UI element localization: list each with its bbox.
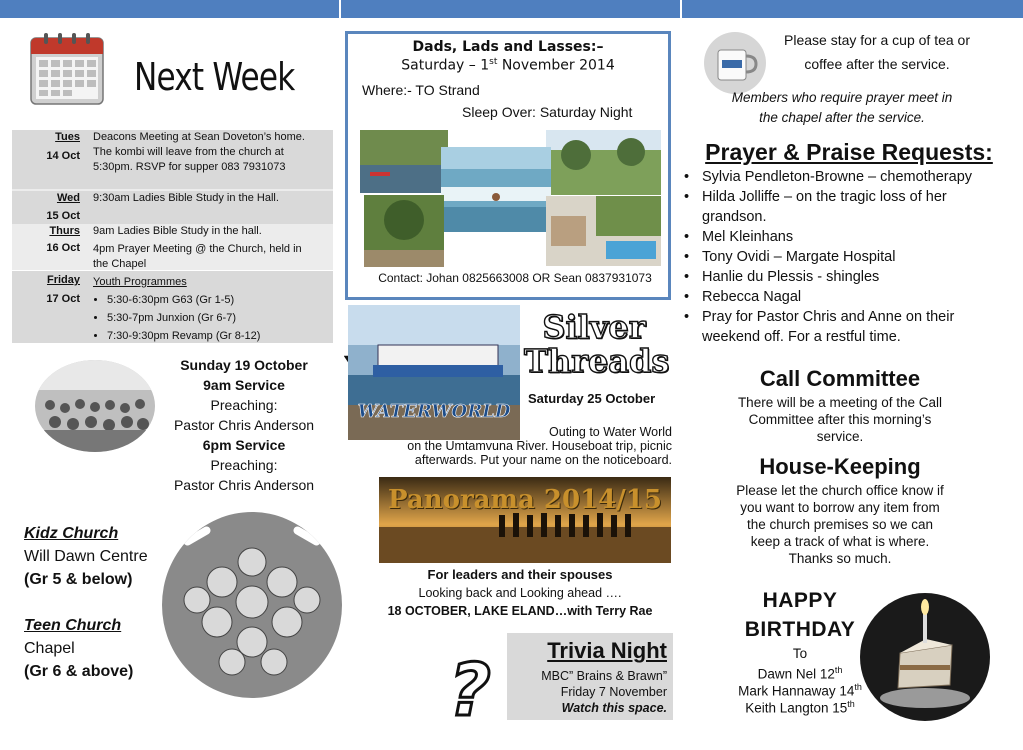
pool-photo: [546, 196, 661, 266]
next-week-title: Next Week: [134, 55, 295, 99]
surf-photo: [441, 147, 551, 232]
teen-church-grade: (Gr 6 & above): [24, 663, 134, 680]
happy-birthday-heading: HAPPY BIRTHDAY: [744, 589, 856, 641]
schedule-day: Thurs: [49, 225, 80, 237]
morning-service: 9am Service: [203, 377, 285, 393]
list-item: • Hilda Jolliffe – on the tragic loss of her grandson.: [684, 187, 1004, 227]
header-divider: [680, 0, 682, 18]
sunday-services: [158, 355, 330, 495]
evening-service: 6pm Service: [202, 437, 286, 453]
list-item: • Mel Kleinhans: [684, 227, 1004, 247]
kidz-church-block: [24, 522, 148, 683]
youth-programme-list: [93, 291, 333, 345]
list-item: • Tony Ovidi – Margate Hospital: [684, 247, 1004, 267]
dads-title: Dads, Lads and Lasses:–: [412, 39, 604, 55]
list-item: • 5:30-6:30pm G63 (Gr 1-5): [107, 291, 333, 309]
housekeeping-heading: House-Keeping: [759, 454, 921, 479]
birthday-to: To: [792, 646, 808, 661]
call-committee-text: There will be a meeting of the Call Committee after this morning’s service.: [737, 395, 943, 444]
preacher-name: Pastor Chris Anderson: [173, 477, 315, 493]
schedule-text: The kombi will leave from the church at: [93, 146, 284, 158]
waterworld-sign: WATERWORLD: [357, 401, 511, 422]
schedule-row-wed: [12, 191, 333, 224]
waterworld-photo: [348, 305, 520, 440]
preaching-label: Preaching:: [210, 457, 278, 473]
schedule-date: 14 Oct: [46, 150, 80, 162]
prayer-heading: Prayer & Praise Requests:: [705, 139, 993, 165]
kidz-church-place: Will Dawn Centre: [24, 548, 148, 565]
sunday-title: Sunday 19 October: [180, 357, 308, 373]
schedule-day: Tues: [55, 131, 80, 143]
silver-threads-title: Silver Threads: [524, 308, 670, 380]
panorama-details: For leaders and their spouses Looking back and Looking ahead …. 18 OCTOBER, LAKE ELAND…with Terry Rae: [387, 567, 653, 618]
schedule-date: 16 Oct: [46, 242, 80, 254]
calendar-icon: [30, 33, 104, 105]
trivia-line: Watch this space.: [561, 701, 667, 715]
river-photo: [360, 130, 448, 193]
teen-church-heading: Teen Church: [24, 617, 122, 634]
birthday-name: Keith Langton 15th: [745, 699, 855, 716]
question-mark-icon: [440, 655, 500, 723]
list-item: • Rebecca Nagal: [684, 287, 1004, 307]
birthday-name: Mark Hannaway 14th: [738, 682, 862, 699]
preacher-name: Pastor Chris Anderson: [173, 417, 315, 433]
preaching-label: Preaching:: [210, 397, 278, 413]
silver-threads-date: Saturday 25 October: [528, 391, 656, 406]
schedule-text: 4pm Prayer Meeting @ the Church, held in: [93, 243, 302, 255]
garden-photo: [364, 195, 444, 267]
schedule-row-friday: [12, 271, 333, 343]
prayer-list: [684, 167, 1004, 347]
kids-photo: [162, 512, 342, 698]
list-item: • 5:30-7pm Junxion (Gr 6-7): [107, 309, 333, 327]
congregation-photo: [35, 360, 155, 452]
trivia-line: Friday 7 November: [560, 685, 667, 699]
schedule-text: the Chapel: [93, 258, 147, 270]
schedule-heading: Youth Programmes: [93, 276, 187, 288]
prayer-meet-notice: Members who require prayer meet in the chapel after the service.: [731, 90, 953, 125]
dads-contact: Contact: Johan 0825663008 OR Sean 0837931073: [378, 271, 652, 285]
teen-church-place: Chapel: [24, 640, 75, 657]
schedule-date: 15 Oct: [46, 210, 80, 222]
schedule-row-tues: [12, 130, 333, 189]
trivia-title: Trivia Night: [547, 638, 667, 663]
kidz-church-heading: Kidz Church: [24, 525, 119, 542]
list-item: • Pray for Pastor Chris and Anne on their weekend off. For a restful time.: [684, 307, 1004, 347]
park-photo: [546, 130, 661, 195]
kidz-church-grade: (Gr 5 & below): [24, 571, 133, 588]
schedule-text: 9am Ladies Bible Study in the hall.: [93, 225, 262, 237]
mug-icon: [704, 32, 766, 94]
trivia-line: MBC” Brains & Brawn”: [541, 669, 667, 683]
header-bar: [0, 0, 1023, 18]
svg-text:?: ?: [449, 655, 491, 723]
schedule-text: Deacons Meeting at Sean Doveton’s home.: [93, 131, 305, 143]
dads-sleepover: Sleep Over: Saturday Night: [462, 104, 633, 120]
housekeeping-text: Please let the church office know if you want to borrow any item from the church premises so we can keep a track of what is where. Thanks so much.: [736, 483, 944, 566]
list-item: • 7:30-9:30pm Revamp (Gr 8-12): [107, 327, 333, 345]
list-item: • Sylvia Pendleton-Browne – chemotherapy: [684, 167, 1004, 187]
call-committee-heading: Call Committee: [759, 366, 921, 391]
schedule-date: 17 Oct: [46, 293, 80, 305]
header-divider: [339, 0, 341, 18]
silver-threads-desc: Outing to Water World on the Umtamvuna River. Houseboat trip, picnic afterwards. Put your name on the noticeboard.: [407, 425, 672, 467]
birthday-name: Dawn Nel 12th: [757, 665, 843, 682]
schedule-day: Wed: [56, 192, 80, 204]
schedule-text: 5:30pm. RSVP for supper 083 7931073: [93, 161, 286, 173]
schedule-row-thurs: [12, 224, 333, 270]
dads-where: Where:- TO Strand: [362, 82, 480, 98]
schedule-text: 9:30am Ladies Bible Study in the Hall.: [93, 192, 279, 204]
panorama-title: Panorama 2014/15: [388, 485, 662, 515]
birthday-cake-icon: [860, 593, 990, 721]
schedule-day: Friday: [46, 274, 80, 286]
list-item: • Hanlie du Plessis - shingles: [684, 267, 1004, 287]
tea-notice: Please stay for a cup of tea or coffee after the service.: [784, 32, 970, 72]
dads-date: Saturday – 1st November 2014: [401, 57, 615, 74]
